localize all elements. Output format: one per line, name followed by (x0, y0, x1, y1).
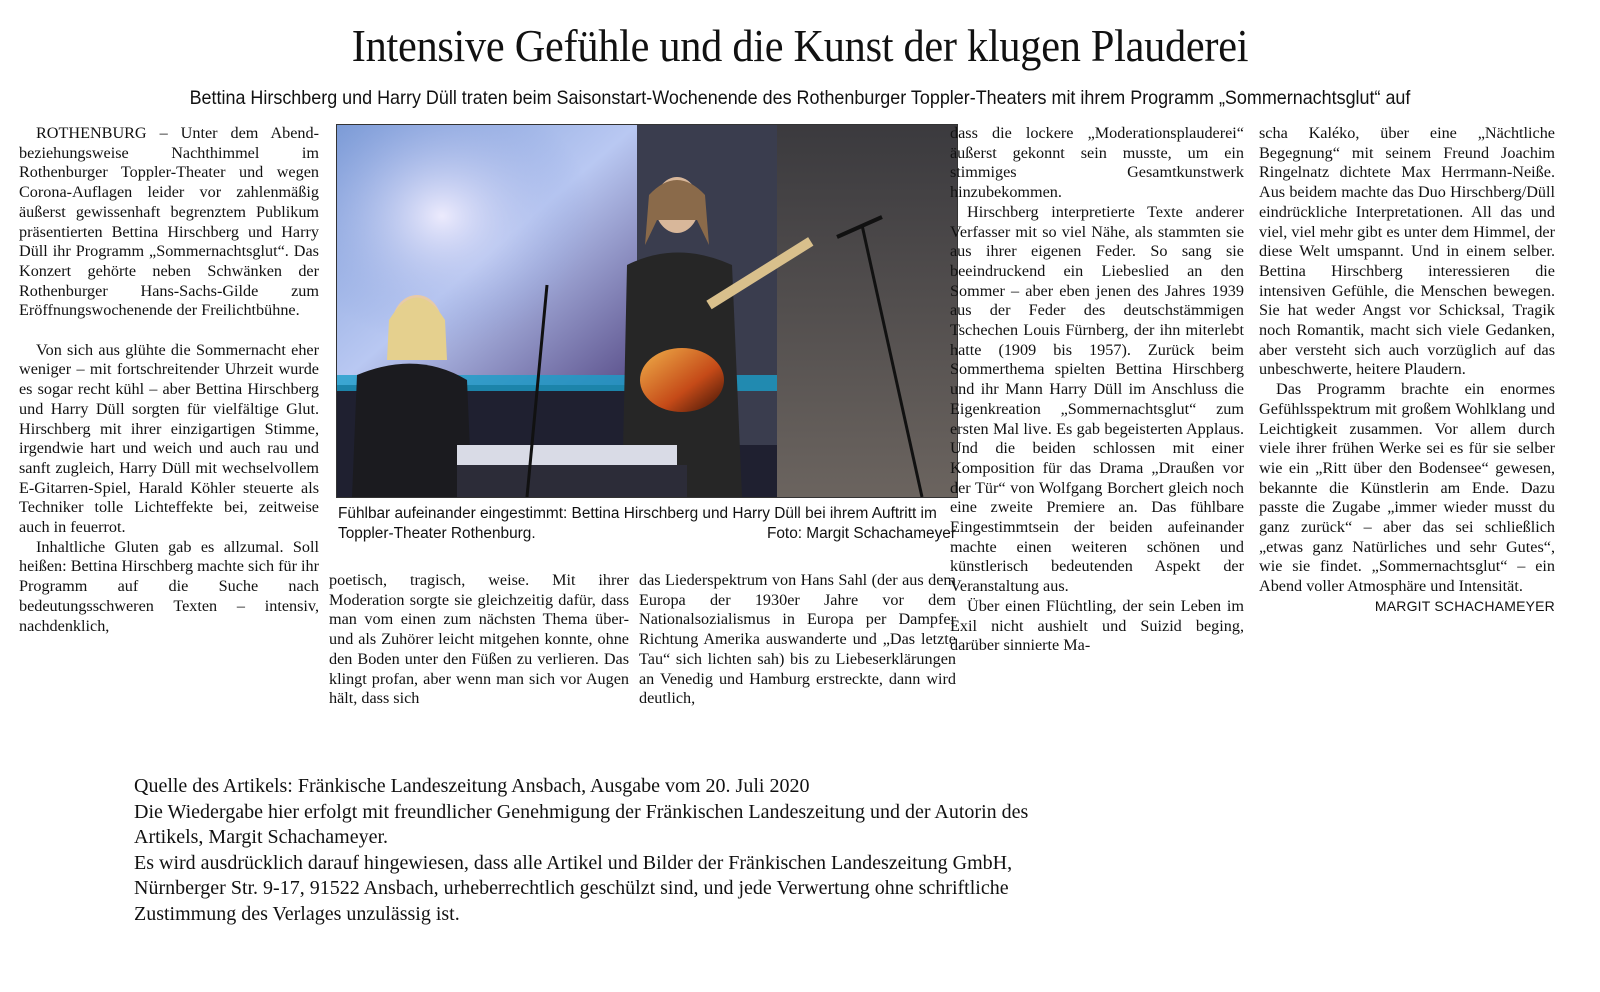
article-column-4 (950, 124, 1244, 656)
paragraph: Das Programm brachte ein enormes Gefühlsspektrum mit großem Wohlklang und Leichtigkeit zusammen. Vor allem durch viele ihrer frühen Werke sei es für sie selber wie ein „Ritt über den Bodensee“ gewesen, bekannte die Künstlerin am Ende. Dazu passte die Zugabe „immer wieder musst du ganz zurück“ – aber das sei schließlich „etwas ganz Natürliches und sehr Gutes“, wie sie findet. „Sommernachtsglut“ – ein Abend voller Atmosphäre und Intensität. (1259, 380, 1555, 596)
article-author: MARGIT SCHACHAMEYER (1374, 597, 1555, 614)
paragraph: Von sich aus glühte die Sommernacht eher weniger – mit fortschreitender Uhrzeit wurde es sogar recht kühl – aber Bettina Hirschberg und Harry Düll sorgten für vielfältige Glut. Hirschberg mit ihrer einzigartigen Stimme, irgendwie hart und weich und auch rau und sanft zugleich, Harry Düll mit wechselvollem E-Gitarren-Spiel, Harald Köhler steuerte als Techniker tolle Lichteffekte bei, zeitweise auch in feuerrot. (19, 340, 319, 537)
paragraph: Inhaltliche Gluten gab es allzumal. Soll heißen: Bettina Hirschberg machte sich für ihr Programm auf die Suche nach bedeutungsschweren Texten – intensiv, nachdenklich, (19, 537, 319, 635)
paragraph: ROTHENBURG – Unter dem Abend- beziehungsweise Nachthimmel im Rothenburger Toppler-Theater und wegen Corona-Auflagen leider vor zahlenmäßig äußerst gewissenhaft begrenztem Publikum präsentierten Bettina Hirschberg und Harry Düll ihr Programm „Sommernachtsglut“. Das Konzert gehörte neben Schwänken der Rothenburger Hans-Sachs-Gilde zum Eröffnungswochenende der Freilichtbühne. (19, 124, 319, 320)
photo-caption (338, 504, 956, 544)
source-line: Es wird ausdrücklich darauf hingewiesen, dass alle Artikel und Bilder der Fränkischen Landeszeitung GmbH, (134, 851, 1013, 874)
paragraph: das Liederspektrum von Hans Sahl (der aus dem Europa der 1930er Jahre vor dem Nationalsozialismus in Europa per Dampfer Richtung Amerika auswanderte und „Das letzte Tau“ sich lichten sah) bis zu Liebeserklärungen an Venedig und Hamburg erstreckte, dann wird deutlich, (639, 571, 956, 708)
source-line: Die Wiedergabe hier erfolgt mit freundlicher Genehmigung der Fränkischen Landeszeitung und der Autorin des (134, 800, 1029, 823)
source-line: Quelle des Artikels: Fränkische Landeszeitung Ansbach, Ausgabe vom 20. Juli 2020 (134, 775, 810, 797)
paragraph: Über einen Flüchtling, der sein Leben im Exil nicht aushielt und Suizid beging, darüber sinnierte Ma- (950, 596, 1244, 655)
article-subheadline: Bettina Hirschberg und Harry Düll traten beim Saisonstart-Wochenende des Rothenburger Toppler-Theaters mit ihrem Programm „Sommernachtsglut“ auf (189, 87, 1411, 109)
concert-photo (336, 124, 958, 498)
article-column-5 (1259, 124, 1555, 617)
source-line: Nürnberger Str. 9-17, 91522 Ansbach, urheberrechtlich geschülzt sind, und jede Verwertung ohne schriftliche (134, 877, 1009, 899)
concert-photo-illustration (337, 125, 957, 497)
article-column-1 (19, 124, 319, 636)
article-column-3 (639, 571, 956, 709)
paragraph: scha Kaléko, über eine „Nächtliche Begegnung“ mit seinem Freund Joachim Ringelnatz dichtete Max Herrmann-Neiße. Aus beidem machte das Duo Hirschberg/Düll eindrückliche Interpretationen. All das und viel, viel mehr gibt es unter dem Himmel, der diese Welt umspannt. Und in einem selber. Bettina Hirschberg interessieren die intensiven Gefühle, die Menschen bewegen. Sie hat weder Angst vor Schicksal, Tragik noch Romantik, macht sich viele Gedanken, aber versteht sich auch vorzüglich auf das unbeschwerte, heitere Plaudern. (1259, 124, 1555, 379)
paragraph: dass die lockere „Moderationsplauderei“ äußerst gekonnt sein musste, um ein stimmiges Gesamtkunstwerk hinzubekommen. (950, 124, 1244, 202)
article-headline: Intensive Gefühle und die Kunst der klugen Plauderei (351, 20, 1249, 71)
caption-text: Fühlbar aufeinander eingestimmt: Bettina Hirschberg und Harry Düll bei ihrem Auftritt im Toppler-Theater Rothenburg. (338, 505, 937, 542)
photo-credit: Foto: Margit Schachameyer (766, 525, 956, 542)
paragraph: Hirschberg interpretierte Texte anderer Verfasser mit so viel Nähe, als stammten sie aus ihrer eigenen Feder. So sang sie beeindruckend ein Liebeslied an den Sommer – aber eben jenen des Jahres 1939 aus der Feder des deutschstämmigen Tschechen Louis Fürnberg, der ihn miterlebt hatte (1909 bis 1957). Zurück beim Sommerthema spielten Bettina Hirschberg und ihr Mann Harry Düll im Anschluss die Eigenkreation „Sommernachtsglut“ zum ersten Mal live. Es gab begeisterten Applaus. Und die beiden schlossen mit einer Komposition für das Drama „Draußen vor der Tür“ von Wolfgang Borchert gleich noch eine zweite Premiere an. Das fühlbare Eingestimmtsein der beiden aufeinander machte einen weiteren schönen und künstlerisch bedeutenden Aspekt der Veranstaltung aus. (950, 202, 1244, 596)
source-note (134, 774, 1234, 927)
article-column-2 (329, 571, 629, 709)
paragraph: poetisch, tragisch, weise. Mit ihrer Moderation sorgte sie gleichzeitig dafür, dass man vom einen zum nächsten Thema über- und als Zuhörer leicht mitgehen konnte, ohne den Boden unter den Füßen zu verlieren. Das klingt profan, aber wenn man sich vor Augen hält, dass sich (329, 571, 629, 708)
source-line: Zustimmung des Verlages unzulässig ist. (134, 902, 460, 925)
source-line: Artikels, Margit Schachameyer. (134, 826, 389, 848)
